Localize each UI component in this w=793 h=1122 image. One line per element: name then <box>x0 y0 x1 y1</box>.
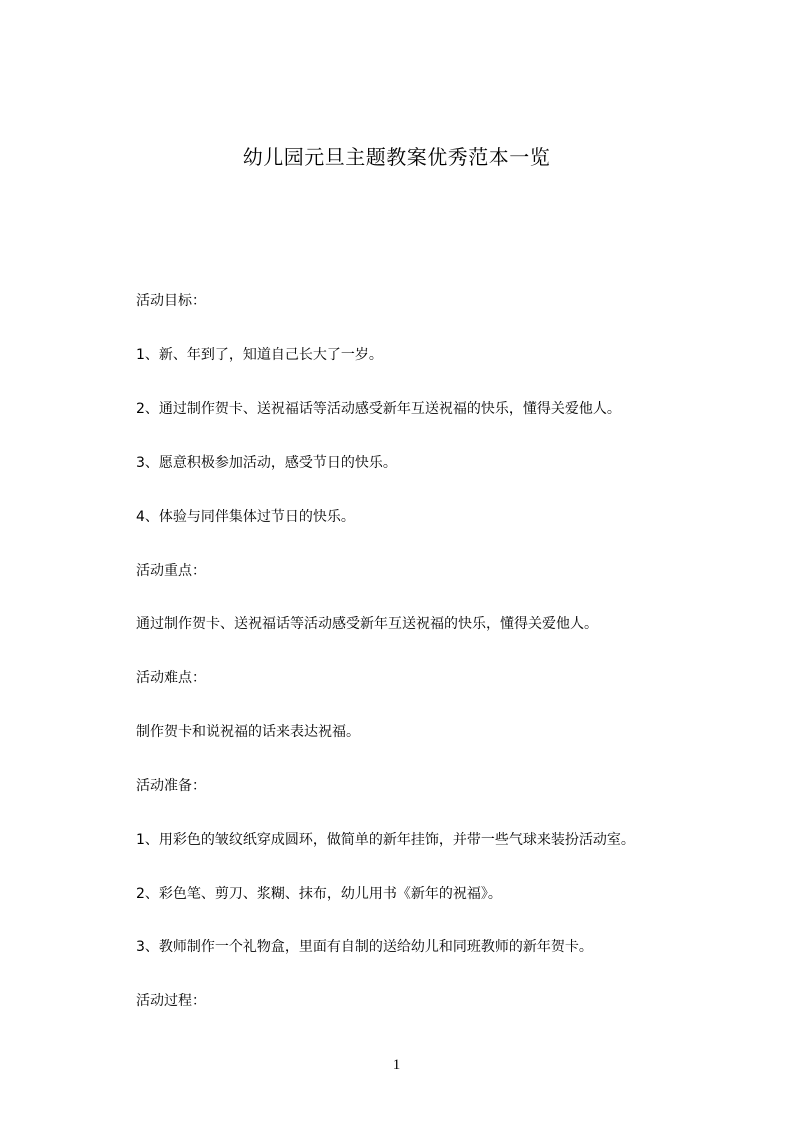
difficulty-text: 制作贺卡和说祝福的话来表达祝福。 <box>136 724 360 740</box>
goal-item-1: 1、新、年到了，知道自己长大了一岁。 <box>136 347 383 363</box>
preparation-item-2: 2、彩色笔、剪刀、浆糊、抹布，幼儿用书《新年的祝福》。 <box>136 886 502 902</box>
heading-difficulties: 活动难点： <box>136 670 206 686</box>
key-point-text: 通过制作贺卡、送祝福话等活动感受新年互送祝福的快乐，懂得关爱他人。 <box>136 616 598 632</box>
heading-process: 活动过程： <box>136 993 206 1009</box>
preparation-item-1: 1、用彩色的皱纹纸穿成圆环，做简单的新年挂饰，并带一些气球来装扮活动室。 <box>136 832 635 848</box>
heading-key-points: 活动重点： <box>136 563 206 579</box>
page-number: 1 <box>392 1057 401 1073</box>
goal-item-2: 2、通过制作贺卡、送祝福话等活动感受新年互送祝福的快乐，懂得关爱他人。 <box>136 401 621 417</box>
document-title: 幼儿园元旦主题教案优秀范本一览 <box>242 145 551 169</box>
heading-activity-goals: 活动目标： <box>136 293 206 309</box>
preparation-item-3: 3、教师制作一个礼物盒，里面有自制的送给幼儿和同班教师的新年贺卡。 <box>136 939 593 955</box>
heading-preparation: 活动准备： <box>136 778 206 794</box>
goal-item-3: 3、愿意积极参加活动，感受节日的快乐。 <box>136 455 397 471</box>
goal-item-4: 4、体验与同伴集体过节日的快乐。 <box>136 509 355 525</box>
